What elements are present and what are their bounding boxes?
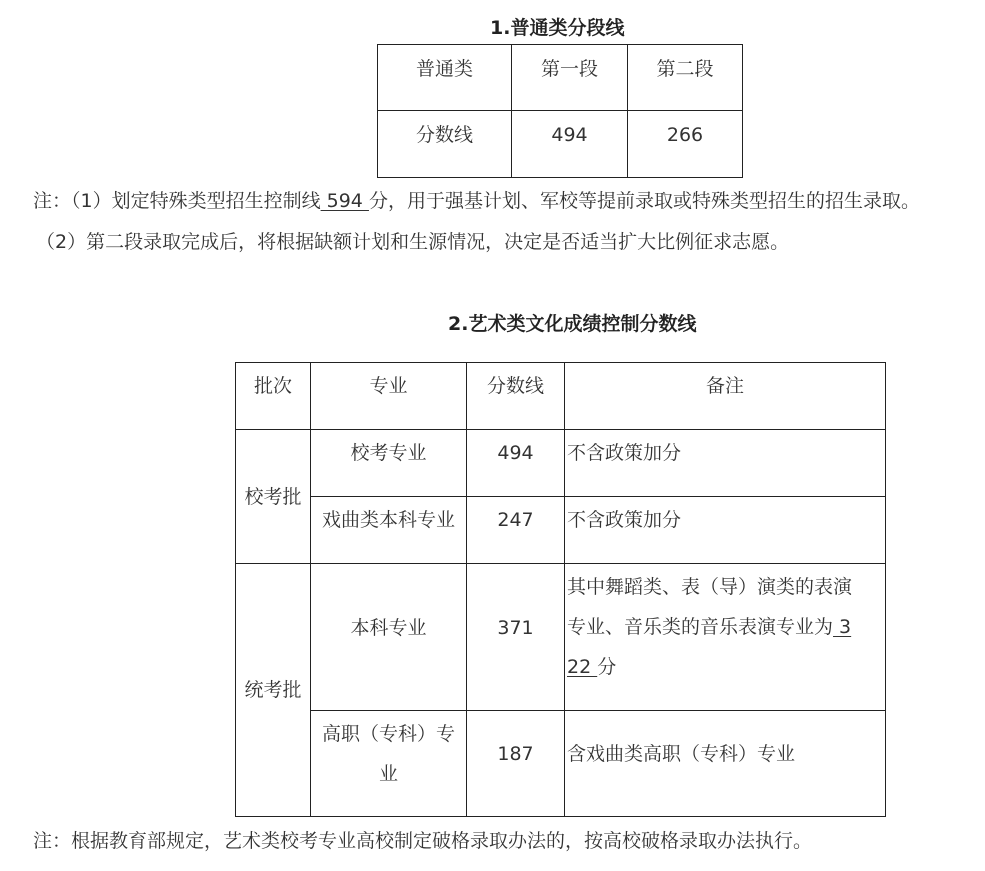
note-line: 分 (597, 656, 617, 678)
table-row (236, 564, 886, 711)
batch-cell: 校考批 (236, 430, 311, 564)
major-cell (311, 711, 467, 817)
art-score-table (235, 362, 886, 817)
major-line: 业 (378, 763, 398, 785)
note-special-control-line (33, 186, 920, 213)
section1-title: 1.普通类分段线 (490, 17, 625, 39)
score-cell: 371 (467, 564, 565, 711)
score-cell: 187 (467, 711, 565, 817)
header-cell: 备注 (565, 363, 886, 430)
note1-suffix: 分，用于强基计划、军校等提前录取或特殊类型招生的招生录取。 (368, 190, 920, 212)
major-cell: 校考专业 (311, 430, 467, 497)
footnote: 注：根据教育部规定，艺术类校考专业高校制定破格录取办法的，按高校破格录取办法执行。 (33, 830, 813, 852)
table-row (236, 711, 886, 817)
section2-title: 2.艺术类文化成绩控制分数线 (448, 313, 697, 335)
header-cell: 批次 (236, 363, 311, 430)
note-cell (565, 564, 886, 711)
table-cell: 266 (628, 111, 743, 178)
table-row (378, 45, 743, 111)
table-cell: 分数线 (378, 111, 512, 178)
note-value-part-b: 22 (567, 656, 598, 678)
table-row (236, 363, 886, 430)
note-second-stage: （2）第二段录取完成后，将根据缺额计划和生源情况，决定是否适当扩大比例征求志愿。 (36, 231, 790, 253)
batch-cell: 统考批 (236, 564, 311, 817)
table-row (236, 497, 886, 564)
header-cell: 第二段 (628, 45, 743, 111)
major-cell: 戏曲类本科专业 (311, 497, 467, 564)
note-line: 其中舞蹈类、表（导）演类的表演 (567, 576, 853, 598)
note-line: 专业、音乐类的音乐表演专业为 (567, 616, 834, 638)
note-cell: 含戏曲类高职（专科）专业 (565, 711, 886, 817)
note1-value: 594 (320, 190, 369, 212)
header-cell: 第一段 (512, 45, 628, 111)
note-value-part-a: 3 (833, 616, 852, 638)
major-line: 高职（专科）专 (321, 723, 455, 745)
note-cell: 不含政策加分 (565, 430, 886, 497)
header-cell: 专业 (311, 363, 467, 430)
table-row (378, 111, 743, 178)
general-score-table (377, 44, 743, 178)
table-row (236, 430, 886, 497)
note-cell: 不含政策加分 (565, 497, 886, 564)
major-cell: 本科专业 (311, 564, 467, 711)
note1-prefix: 注：（1）划定特殊类型招生控制线 (33, 190, 321, 212)
table-cell: 494 (512, 111, 628, 178)
header-cell: 普通类 (378, 45, 512, 111)
header-cell: 分数线 (467, 363, 565, 430)
score-cell: 247 (467, 497, 565, 564)
score-cell: 494 (467, 430, 565, 497)
